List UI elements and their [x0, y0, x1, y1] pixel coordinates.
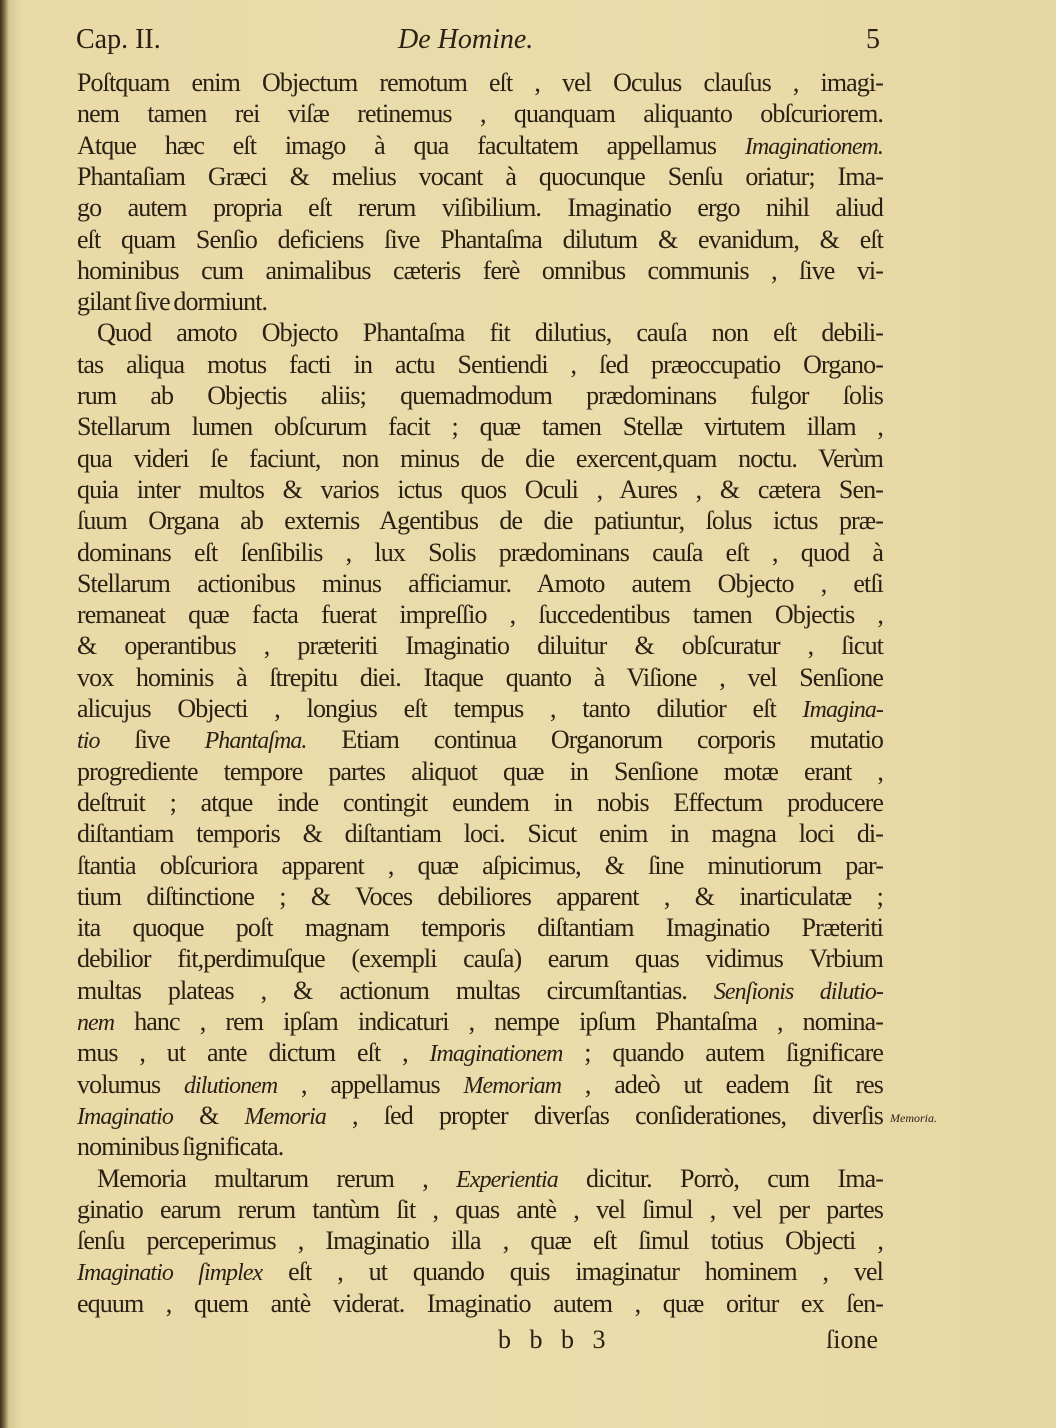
italic-text: Memoria — [244, 1103, 326, 1130]
text-segment: vox hominis à ſtrepitu diei. Itaque quanto à Viſione , vel Senſione — [77, 662, 883, 692]
text-segment: ſtantia obſcuriora apparent , quæ aſpicimus, & ſine minutiorum par- — [77, 850, 883, 880]
text-segment: Stellarum actionibus minus afficiamur. Amoto autem Objecto , etſi — [77, 568, 883, 598]
text-line — [77, 631, 883, 661]
chapter-label: Cap. II. — [76, 24, 161, 55]
text-segment: Quod amoto Objecto Phantaſma fit dilutius, cauſa non eſt debili- — [97, 318, 883, 348]
italic-text: nem — [77, 1010, 115, 1036]
text-line — [77, 225, 883, 255]
italic-text: Imaginatio — [77, 1103, 173, 1130]
text-segment: ſuum Organa ab externis Agentibus de die patiuntur, ſolus ictus præ- — [77, 506, 883, 536]
text-line — [97, 318, 883, 348]
text-segment: dominans eſt ſenſibilis , lux Solis prædominans cauſa eſt , quod à — [77, 537, 883, 567]
text-line — [77, 131, 883, 161]
text-line — [77, 882, 883, 912]
text-segment: & — [172, 1100, 245, 1130]
text-segment: progrediente tempore partes aliquot quæ in Senſione motæ erant , — [77, 756, 883, 786]
text-line — [77, 757, 883, 787]
italic-text: Imaginationem. — [744, 133, 883, 160]
italic-text: Experientia — [456, 1166, 558, 1193]
text-segment: quia inter multos & varios ictus quos Oculi , Aures , & cætera Sen- — [77, 474, 883, 504]
italic-text: Imaginatio ſimplex — [77, 1260, 263, 1287]
text-line — [77, 1007, 883, 1037]
text-segment: mus , ut ante dictum eſt , — [77, 1038, 430, 1068]
text-line — [77, 913, 883, 943]
text-line — [77, 1070, 883, 1100]
text-segment: Stellarum lumen obſcurum facit ; quæ tamen Stellæ virtutem illam , — [77, 412, 883, 442]
text-segment: tium diſtinctione ; & Voces debiliores apparent , & inarticulatæ ; — [77, 881, 883, 911]
text-line — [77, 1257, 883, 1287]
text-line — [77, 851, 883, 881]
text-segment: rum ab Objectis aliis; quemadmodum prædominans fulgor ſolis — [77, 381, 883, 410]
text-segment: ſive — [99, 725, 205, 755]
text-line — [77, 600, 883, 630]
text-segment: go autem propria eſt rerum viſibilium. Imaginatio ergo nihil aliud — [77, 193, 883, 223]
text-segment: ; quando autem ſignificare — [562, 1038, 883, 1068]
text-line — [77, 1226, 883, 1256]
text-line — [77, 444, 883, 474]
text-segment: , appellamus — [277, 1069, 464, 1099]
text-segment: debilior fit,perdimuſque (exempli cauſa) earum quas vidimus Vrbium — [77, 944, 883, 974]
text-segment: diſtantiam temporis & diſtantiam loci. Sicut enim in magna loci di- — [77, 819, 883, 849]
text-segment: , ſed propter diverſas conſiderationes, diverſis — [325, 1100, 883, 1130]
text-line — [77, 1289, 883, 1319]
text-line — [77, 99, 883, 129]
text-line — [77, 506, 883, 536]
text-segment: Poſtquam enim Objectum remotum eſt , vel Oculus clauſus , imagi- — [77, 68, 883, 97]
text-line — [77, 475, 883, 505]
text-segment: multas plateas , & actionum multas circumſtantias. — [77, 975, 714, 1005]
italic-text: Imagina- — [802, 697, 883, 723]
text-line — [77, 569, 883, 599]
text-segment: Etiam continua Organorum corporis mutatio — [306, 725, 884, 755]
italic-text: Senſionis dilutio- — [713, 978, 883, 1005]
text-segment: qua videri ſe faciunt, non minus de die exercent,quam noctu. Verùm — [77, 443, 883, 473]
italic-text: Imaginationem — [429, 1041, 563, 1068]
text-line — [77, 944, 883, 974]
text-line — [77, 68, 883, 98]
text-segment: nem tamen rei viſæ retinemus , quanquam aliquanto obſcuriorem. — [77, 99, 883, 129]
text-line — [77, 1195, 883, 1225]
italic-text: dilutionem — [184, 1072, 278, 1099]
text-segment: eſt quam Senſio deficiens ſive Phantaſma dilutum & evanidum, & eſt — [77, 224, 883, 254]
text-line — [77, 725, 883, 755]
text-segment: gilant ſive dormiunt. — [77, 287, 268, 317]
text-line — [97, 1164, 883, 1194]
text-line — [77, 412, 883, 442]
italic-text: Memoriam — [463, 1072, 562, 1099]
text-segment: , adeò ut eadem ſit res — [561, 1069, 883, 1099]
margin-note: Memoria. — [890, 1111, 937, 1125]
text-line — [77, 1038, 883, 1068]
text-line — [77, 538, 883, 568]
catchword: ſione — [826, 1325, 878, 1354]
text-line — [77, 694, 883, 724]
text-segment: hanc , rem ipſam indicaturi , nempe ipſum Phantaſma , nomina- — [114, 1007, 883, 1036]
text-line — [77, 976, 883, 1006]
text-segment: Phantaſiam Græci & melius vocant à quocunque Senſu oriatur; Ima- — [77, 161, 883, 191]
text-line — [77, 788, 883, 818]
text-segment: ginatio earum rerum tantùm ſit , quas antè , vel ſimul , vel per partes — [77, 1194, 883, 1224]
text-segment: equum , quem antè viderat. Imaginatio autem , quæ oritur ex ſen- — [77, 1288, 883, 1318]
text-line — [77, 193, 883, 223]
text-segment: & operantibus , præteriti Imaginatio diluitur & obſcuratur , ſicut — [77, 631, 883, 661]
running-title: De Homine. — [398, 24, 534, 55]
italic-text: Phantaſma. — [204, 728, 307, 755]
text-line — [77, 256, 883, 286]
text-segment: tas aliqua motus facti in actu Sentiendi , ſed præoccupatio Organo- — [77, 349, 883, 379]
text-segment: hominibus cum animalibus cæteris ferè omnibus communis , ſive vi- — [77, 255, 883, 285]
text-segment: dicitur. Porrò, cum Ima- — [557, 1163, 884, 1193]
text-segment: volumus — [77, 1069, 184, 1099]
text-line — [77, 663, 883, 693]
signature-mark: b b b 3 — [498, 1325, 612, 1354]
text-line — [77, 1132, 883, 1162]
text-line — [77, 162, 883, 192]
text-segment: deſtruit ; atque inde contingit eundem in nobis Effectum producere — [77, 787, 883, 817]
text-line — [77, 1101, 883, 1131]
text-segment: nominibus ſignificata. — [77, 1132, 284, 1162]
text-line — [77, 819, 883, 849]
text-segment: Memoria multarum rerum , — [97, 1163, 457, 1193]
text-segment: ſenſu perceperimus , Imaginatio illa , quæ eſt ſimul totius Objecti , — [77, 1226, 883, 1256]
text-segment: eſt , ut quando quis imaginatur hominem , vel — [262, 1257, 883, 1287]
text-line — [77, 350, 883, 380]
text-segment: remaneat quæ facta fuerat impreſſio , ſuccedentibus tamen Objectis , — [77, 600, 883, 630]
text-segment: alicujus Objecti , longius eſt tempus , tanto dilutior eſt — [77, 694, 803, 723]
page-number: 5 — [866, 24, 880, 55]
text-line — [77, 381, 883, 411]
text-segment: ita quoque poſt magnam temporis diſtantiam Imaginatio Præteriti — [77, 913, 883, 943]
italic-text: tio — [77, 728, 100, 755]
text-line — [77, 287, 883, 317]
text-segment: Atque hæc eſt imago à qua facultatem appellamus — [77, 130, 745, 160]
